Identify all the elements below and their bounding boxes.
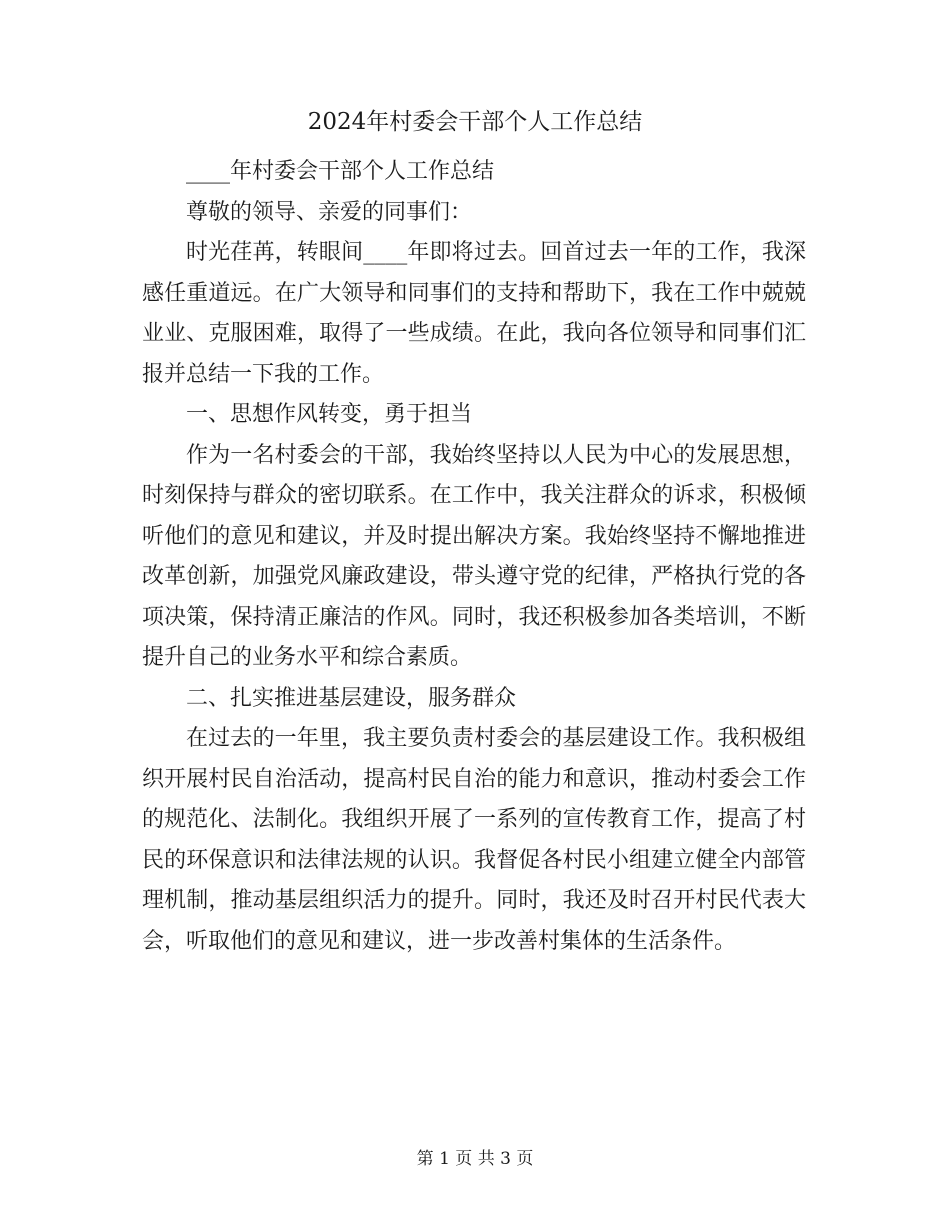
section-heading-1: 一、思想作风转变，勇于担当 (186, 402, 473, 427)
document-body (142, 152, 806, 962)
section-paragraph-2: 在过去的一年里，我主要负责村委会的基层建设工作。我积极组织开展村民自治活动，提高村民自治的能力和意识，推动村委会工作的规范化、法制化。我组织开展了一系列的宣传教育工作，提高了村民的环保意识和法律法规的认识。我督促各村民小组建立健全内部管理机制，推动基层组织活力的提升。同时，我还及时召开村民代表大会，听取他们的意见和建议，进一步改善村集体的生活条件。 (142, 726, 806, 954)
document-title: 2024年村委会干部个人工作总结 (307, 109, 643, 135)
section-paragraph-1: 作为一名村委会的干部，我始终坚持以人民为中心的发展思想，时刻保持与群众的密切联系。在工作中，我关注群众的诉求，积极倾听他们的意见和建议，并及时提出解决方案。我始终坚持不懈地推进改革创新，加强党风廉政建设，带头遵守党的纪律，严格执行党的各项决策，保持清正廉洁的作风。同时，我还积极参加各类培训，不断提升自己的业务水平和综合素质。 (142, 442, 806, 670)
page-number-footer: 第 1 页 共 3 页 (416, 1149, 534, 1169)
intro-paragraph: 时光荏苒，转眼间____年即将过去。回首过去一年的工作，我深感任重道远。在广大领导和同事们的支持和帮助下，我在工作中兢兢业业、克服困难，取得了一些成绩。在此，我向各位领导和同事们汇报并总结一下我的工作。 (142, 240, 806, 387)
salutation-paragraph: 尊敬的领导、亲爱的同事们： (186, 199, 473, 225)
section-heading-2: 二、扎实推进基层建设，服务群众 (186, 685, 517, 711)
subtitle-paragraph: ____年村委会干部个人工作总结 (186, 159, 495, 184)
